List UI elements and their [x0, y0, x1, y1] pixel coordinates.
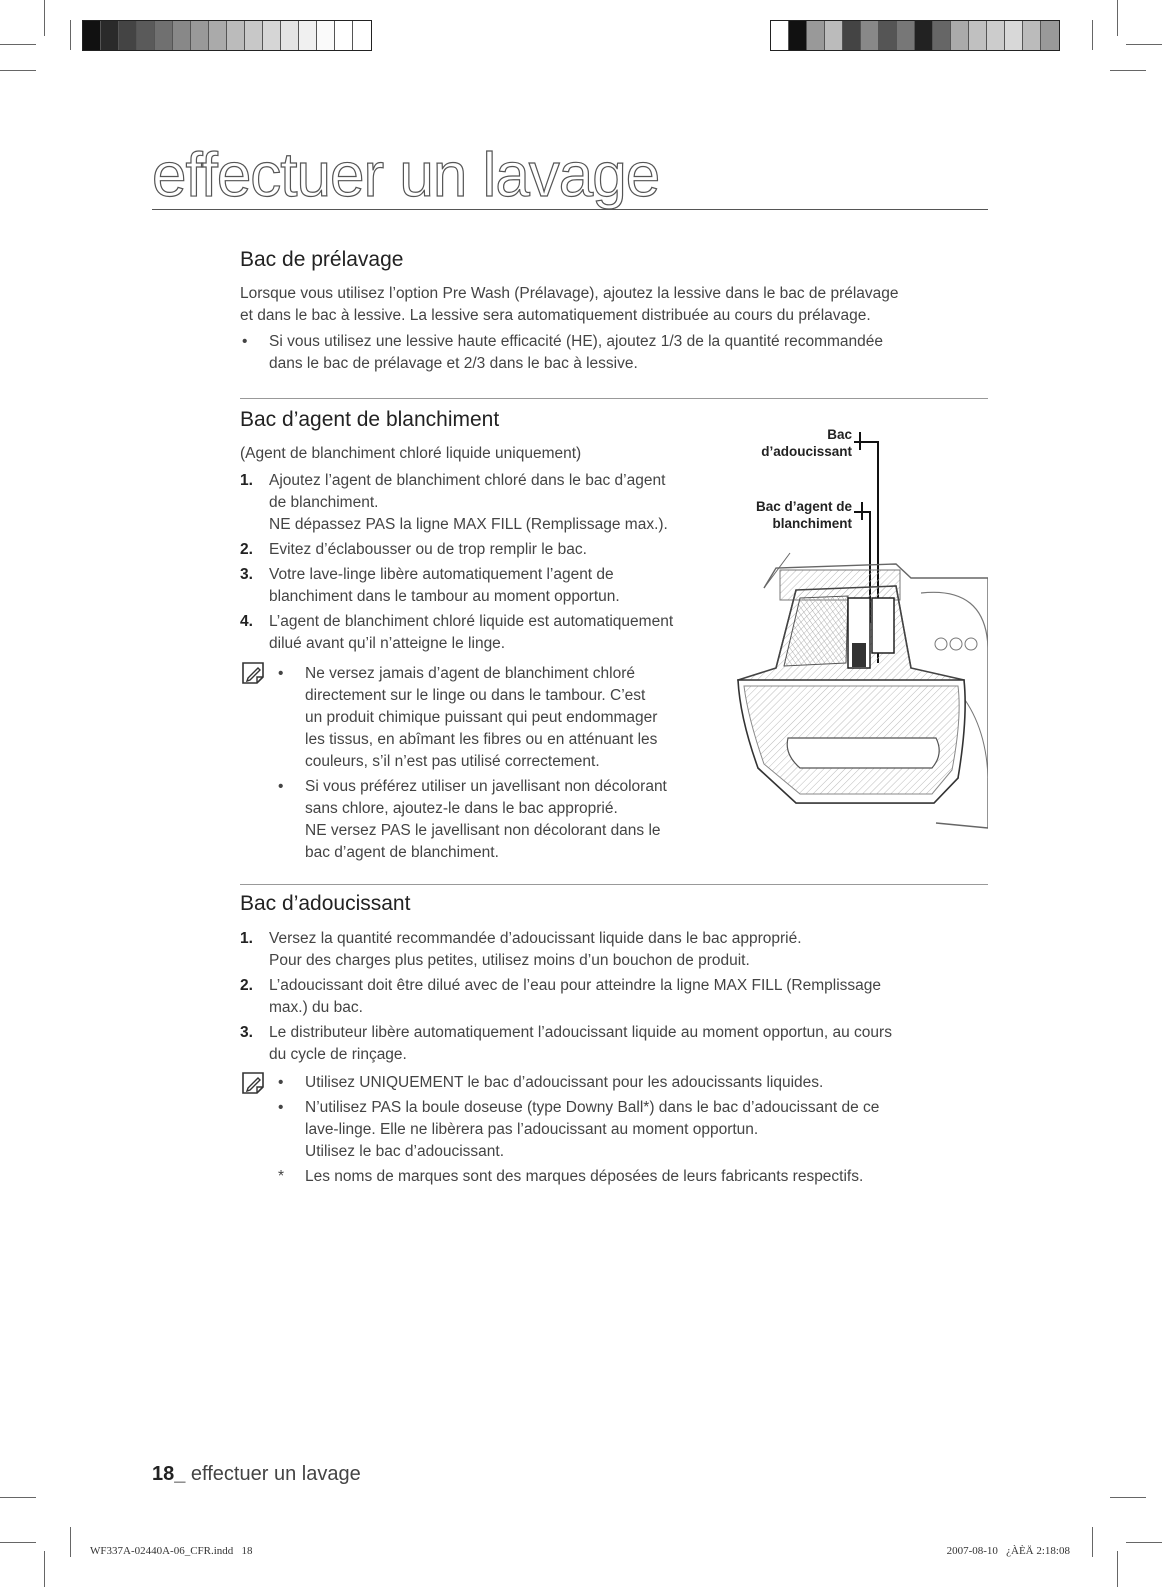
text-line: directement sur le linge ou dans le tambour. C’est: [305, 687, 646, 704]
text-line: Utilisez le bac d’adoucissant.: [305, 1143, 505, 1160]
page-number: 18_: [152, 1463, 186, 1485]
text-line: Lorsque vous utilisez l’option Pre Wash (Prélavage), ajoutez la lessive dans le bac de prélavage: [240, 285, 899, 302]
text-line: • Ne versez jamais d’agent de blanchiment chloré: [305, 665, 635, 682]
crop-mark: [44, 0, 45, 36]
crop-mark: [0, 44, 36, 45]
note-item: [276, 1097, 986, 1163]
text-line: lave-linge. Elle ne libèrera pas l’adoucissant au moment opportun.: [305, 1121, 759, 1138]
step-number: 1.: [240, 472, 253, 489]
color-bar-right: [770, 20, 1060, 51]
text-line: et dans le bac à lessive. La lessive sera automatiquement distribuée au cours du prélavage.: [240, 307, 871, 324]
text-line: Versez la quantité recommandée d’adoucissant liquide dans le bac approprié.: [269, 930, 802, 947]
text-line: • Si vous utilisez une lessive haute efficacité (HE), ajoutez 1/3 de la quantité recommandée: [269, 333, 884, 350]
list-item: [240, 928, 985, 972]
text-line: blanchiment dans le tambour au moment opportun.: [269, 588, 620, 605]
text-line: L’agent de blanchiment chloré liquide est automatiquement: [269, 613, 674, 630]
text-line: dans le bac de prélavage et 2/3 dans le bac à lessive.: [269, 355, 638, 372]
text-line: un produit chimique puissant qui peut endommager: [305, 709, 658, 726]
dispenser-diagram: [736, 418, 988, 838]
adoucissant-steps: [240, 928, 985, 1069]
step-number: 1.: [240, 930, 253, 947]
bullet-item: [240, 331, 980, 375]
footer-section-title: effectuer un lavage: [185, 1463, 361, 1485]
crop-mark: [1117, 1551, 1118, 1587]
print-slug-file: WF337A-02440A-06_CFR.indd 18: [90, 1545, 253, 1557]
step-number: 2.: [240, 977, 253, 994]
crop-mark: [0, 1497, 36, 1498]
crop-mark: [1126, 44, 1162, 45]
list-item: [240, 470, 735, 536]
note-icon: [240, 1070, 266, 1096]
text-line: Ajoutez l’agent de blanchiment chloré dans le bac d’agent: [269, 472, 666, 489]
list-item: [240, 564, 735, 608]
crop-mark: [70, 20, 71, 50]
text-line: du cycle de rinçage.: [269, 1046, 407, 1063]
page-footer: [152, 1463, 361, 1486]
text-line: L’adoucissant doit être dilué avec de l’eau pour atteindre la ligne MAX FILL (Remplissage: [269, 977, 882, 994]
text-line: dilué avant qu’il n’atteigne le linge.: [269, 635, 506, 652]
note-item: [276, 776, 736, 864]
text-line: max.) du bac.: [269, 999, 363, 1016]
section-heading-adoucissant: Bac d’adoucissant: [240, 892, 411, 915]
crop-mark: [70, 1527, 71, 1557]
prelavage-intro: [240, 283, 980, 327]
crop-mark: [1110, 1497, 1146, 1498]
text-line: Bac: [827, 427, 852, 442]
list-item: [240, 611, 735, 655]
crop-mark: [0, 70, 36, 71]
text-line: Pour des charges plus petites, utilisez moins d’un bouchon de produit.: [269, 952, 750, 969]
prelavage-bullet: [240, 331, 980, 378]
list-item: [240, 975, 985, 1019]
crop-mark: [1117, 0, 1118, 36]
step-number: 2.: [240, 541, 253, 558]
section-heading-prelavage: Bac de prélavage: [240, 248, 404, 271]
crop-mark: [1126, 1542, 1162, 1543]
note-item: [276, 663, 736, 773]
section-divider: [240, 398, 988, 399]
text-line: les tissus, en abîmant les fibres ou en atténuant les: [305, 731, 658, 748]
step-number: 3.: [240, 1024, 253, 1041]
text-line: • N’utilisez PAS la boule doseuse (type Downy Ball*) dans le bac d’adoucissant de ce: [305, 1099, 880, 1116]
list-item: [240, 539, 735, 561]
footnote: [276, 1166, 986, 1188]
text-line: NE versez PAS le javellisant non décolorant dans le: [305, 822, 661, 839]
step-number: 4.: [240, 613, 253, 630]
section-heading-blanchiment: Bac d’agent de blanchiment: [240, 408, 500, 431]
text-line: Evitez d’éclabousser ou de trop remplir le bac.: [269, 541, 587, 558]
crop-mark: [1092, 1527, 1093, 1557]
step-number: 3.: [240, 566, 253, 583]
note-item: [276, 1072, 986, 1094]
blanchiment-subtitle: (Agent de blanchiment chloré liquide uniquement): [240, 445, 582, 462]
text-line: Les noms de marques sont des marques déposées de leurs fabricants respectifs.: [305, 1168, 864, 1185]
text-line: d’adoucissant: [761, 444, 852, 459]
dispenser-drawer-illustration: [736, 418, 988, 838]
blanchiment-steps: [240, 470, 735, 658]
print-slug-timestamp: 2007-08-10 ¿ÀÈÄ 2:18:08: [946, 1545, 1070, 1557]
crop-mark: [1110, 70, 1146, 71]
crop-mark: [0, 1542, 36, 1543]
text-line: blanchiment: [772, 516, 852, 531]
blanchiment-notes: [276, 663, 736, 867]
crop-mark: [44, 1551, 45, 1587]
text-line: NE dépassez PAS la ligne MAX FILL (Remplissage max.).: [269, 516, 668, 533]
section-divider: [240, 884, 988, 885]
text-line: • Si vous préférez utiliser un javellisant non décolorant: [305, 778, 667, 795]
text-line: Le distributeur libère automatiquement l’adoucissant liquide au moment opportun, au cours: [269, 1024, 892, 1041]
note-icon: [240, 660, 266, 686]
crop-mark: [1092, 20, 1093, 50]
page-title: effectuer un lavage: [152, 140, 988, 210]
color-bar-left: [82, 20, 372, 51]
list-item: [240, 1022, 985, 1066]
text-line: Votre lave-linge libère automatiquement l’agent de: [269, 566, 614, 583]
text-line: sans chlore, ajoutez-le dans le bac approprié.: [305, 800, 618, 817]
text-line: Bac d’agent de: [755, 499, 852, 514]
text-line: bac d’agent de blanchiment.: [305, 844, 499, 861]
footnote-symbol: *: [278, 1168, 285, 1185]
text-line: de blanchiment.: [269, 494, 379, 511]
adoucissant-notes: [276, 1072, 986, 1188]
text-line: • Utilisez UNIQUEMENT le bac d’adoucissant pour les adoucissants liquides.: [305, 1074, 824, 1091]
text-line: couleurs, s’il n’est pas utilisé correctement.: [305, 753, 600, 770]
